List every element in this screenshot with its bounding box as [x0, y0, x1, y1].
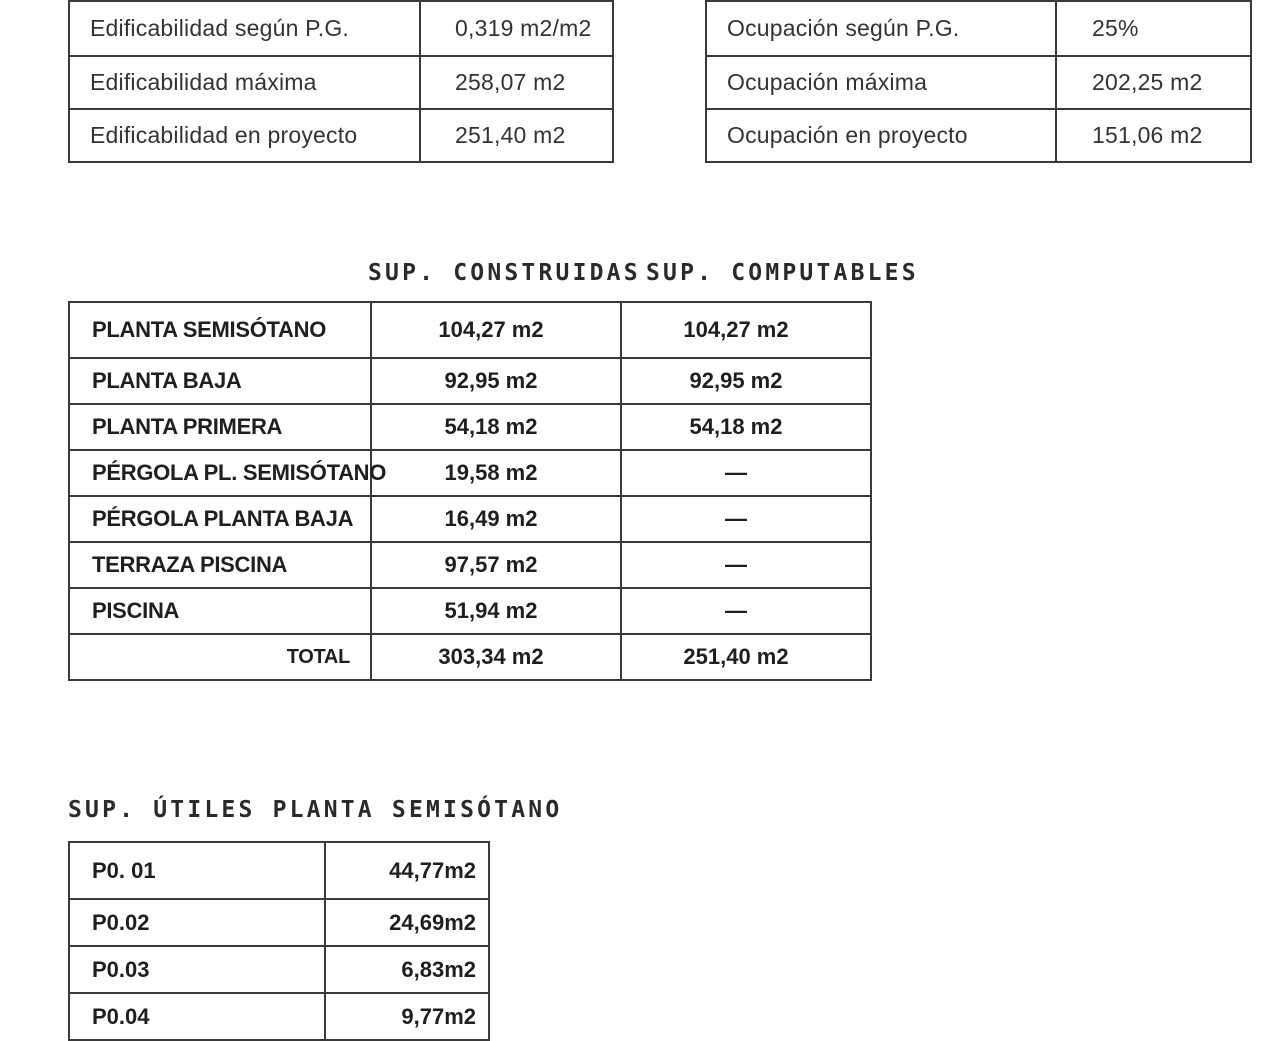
- planta-name: PLANTA SEMISÓTANO: [69, 302, 371, 358]
- edificabilidad-label: Edificabilidad máxima: [69, 56, 420, 109]
- ocupacion-label: Ocupación máxima: [706, 56, 1056, 109]
- planta-name: TERRAZA PISCINA: [69, 542, 371, 588]
- room-code: P0. 01: [69, 842, 325, 899]
- ocupacion-table: [705, 0, 1252, 163]
- sup-computable: —: [621, 542, 871, 588]
- sup-construida: 51,94 m2: [371, 588, 621, 634]
- table-row: [69, 302, 871, 358]
- table-row: [706, 109, 1251, 162]
- table-row: [69, 946, 489, 993]
- table-row: [69, 899, 489, 946]
- utiles-table: [68, 841, 490, 1041]
- table-row: [69, 993, 489, 1040]
- sup-computable: —: [621, 496, 871, 542]
- table-row: [69, 358, 871, 404]
- sup-construida: 16,49 m2: [371, 496, 621, 542]
- sup-construida: 19,58 m2: [371, 450, 621, 496]
- edificabilidad-label: Edificabilidad en proyecto: [69, 109, 420, 162]
- ocupacion-value: 151,06 m2: [1056, 109, 1251, 162]
- edificabilidad-value: 251,40 m2: [420, 109, 613, 162]
- table-row: [706, 56, 1251, 109]
- ocupacion-value: 25%: [1056, 1, 1251, 56]
- planta-name: PÉRGOLA PLANTA BAJA: [69, 496, 371, 542]
- total-label: TOTAL: [69, 634, 371, 680]
- table-row: [706, 1, 1251, 56]
- heading-sup-construidas: SUP. CONSTRUIDAS: [368, 260, 641, 286]
- sup-computable: —: [621, 450, 871, 496]
- room-area: 24,69m2: [325, 899, 489, 946]
- planta-name: PLANTA BAJA: [69, 358, 371, 404]
- heading-sup-utiles: SUP. ÚTILES PLANTA SEMISÓTANO: [68, 797, 563, 823]
- ocupacion-label: Ocupación en proyecto: [706, 109, 1056, 162]
- table-row: [69, 109, 613, 162]
- planta-name: PISCINA: [69, 588, 371, 634]
- table-row: [69, 404, 871, 450]
- total-construida: 303,34 m2: [371, 634, 621, 680]
- heading-sup-computables: SUP. COMPUTABLES: [646, 260, 919, 286]
- ocupacion-label: Ocupación según P.G.: [706, 1, 1056, 56]
- room-area: 9,77m2: [325, 993, 489, 1040]
- room-code: P0.02: [69, 899, 325, 946]
- planta-name: PLANTA PRIMERA: [69, 404, 371, 450]
- table-row: [69, 496, 871, 542]
- sup-construida: 97,57 m2: [371, 542, 621, 588]
- edificabilidad-table: [68, 0, 614, 163]
- room-code: P0.03: [69, 946, 325, 993]
- table-row: [69, 542, 871, 588]
- room-area: 6,83m2: [325, 946, 489, 993]
- table-row: [69, 842, 489, 899]
- edificabilidad-label: Edificabilidad según P.G.: [69, 1, 420, 56]
- edificabilidad-value: 0,319 m2/m2: [420, 1, 613, 56]
- planta-name: PÉRGOLA PL. SEMISÓTANO: [69, 450, 371, 496]
- edificabilidad-value: 258,07 m2: [420, 56, 613, 109]
- sup-construida: 92,95 m2: [371, 358, 621, 404]
- sup-construida: 104,27 m2: [371, 302, 621, 358]
- superficies-table: [68, 301, 872, 681]
- sup-construida: 54,18 m2: [371, 404, 621, 450]
- table-row: [69, 1, 613, 56]
- total-row: [69, 634, 871, 680]
- sup-computable: 54,18 m2: [621, 404, 871, 450]
- sup-computable: 92,95 m2: [621, 358, 871, 404]
- total-computable: 251,40 m2: [621, 634, 871, 680]
- table-row: [69, 450, 871, 496]
- room-area: 44,77m2: [325, 842, 489, 899]
- sup-computable: 104,27 m2: [621, 302, 871, 358]
- sup-computable: —: [621, 588, 871, 634]
- table-row: [69, 56, 613, 109]
- table-row: [69, 588, 871, 634]
- room-code: P0.04: [69, 993, 325, 1040]
- ocupacion-value: 202,25 m2: [1056, 56, 1251, 109]
